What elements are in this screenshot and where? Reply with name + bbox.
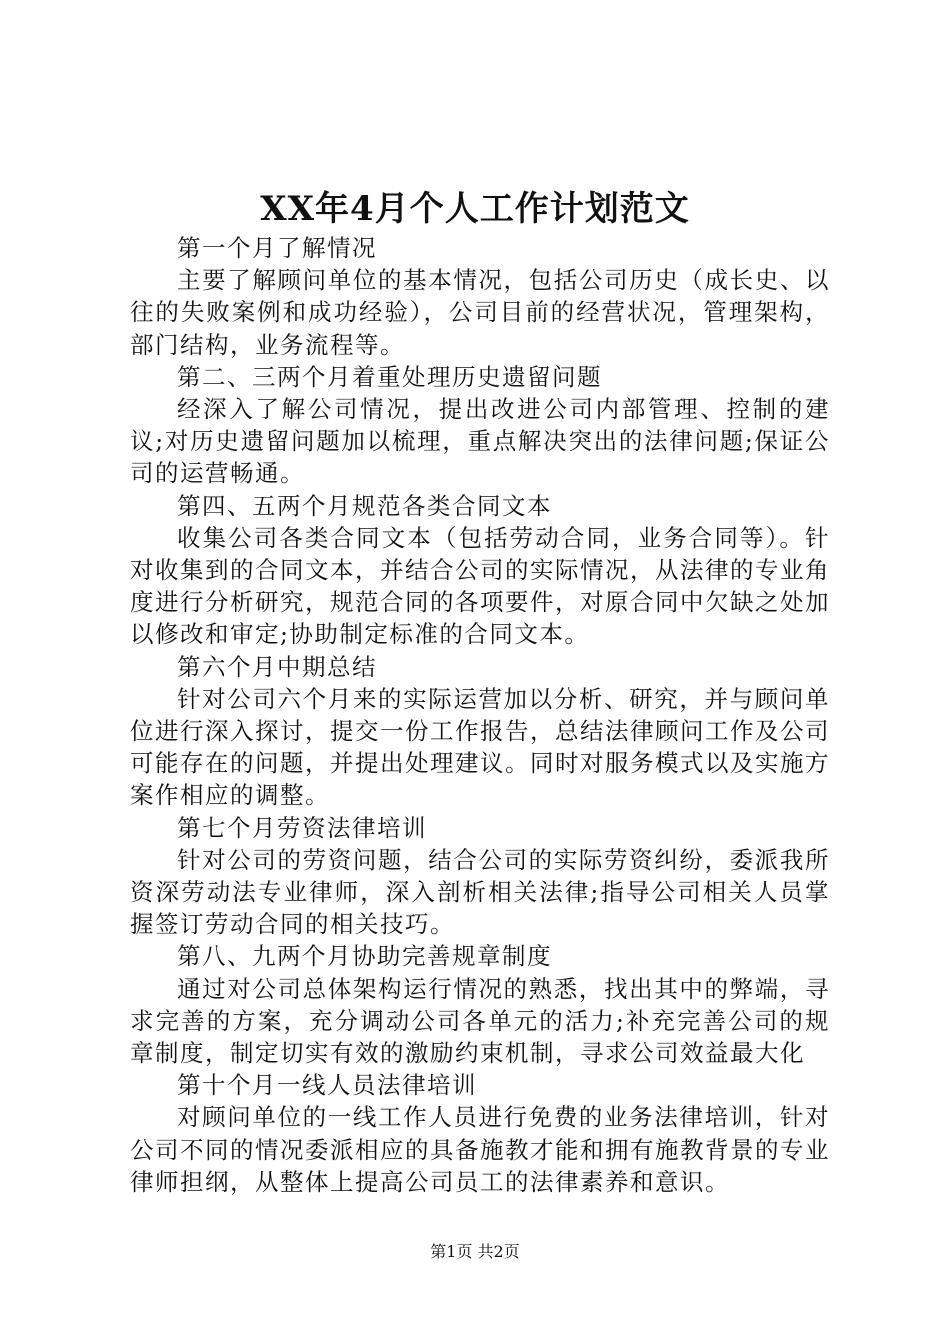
document-title: XX年4月个人工作计划范文 [260,189,690,229]
section-heading-month-7: 第七个月劳资法律培训 [177,813,427,842]
paragraph: 针对公司的劳资问题，结合公司的实际劳资纠纷，委派我所资深劳动法专业律师，深入剖析相关法律;指导公司相关人员掌握签订劳动合同的相关技巧。 [130,845,830,939]
paragraph: 主要了解顾问单位的基本情况，包括公司历史（成长史、以往的失败案例和成功经验），公司目前的经营状况，管理架构，部门结构，业务流程等。 [130,266,830,359]
section-heading-month-6: 第六个月中期总结 [177,652,377,681]
paragraph: 收集公司各类合同文本（包括劳动合同，业务合同等）。针对收集到的合同文本，并结合公司的实际情况，从法律的专业角度进行分析研究，规范合同的各项要件，对原合同中欠缺之处加以修改和审定;协助制定标准的合同文本。 [130,523,830,649]
section-heading-month-4-5: 第四、五两个月规范各类合同文本 [177,491,552,520]
paragraph: 对顾问单位的一线工作人员进行免费的业务法律培训，针对公司不同的情况委派相应的具备施教才能和拥有施教背景的专业律师担纲，从整体上提高公司员工的法律素养和意识。 [130,1103,830,1196]
section-heading-month-2-3: 第二、三两个月着重处理历史遗留问题 [177,362,602,391]
section-heading-month-8-9: 第八、九两个月协助完善规章制度 [177,942,552,971]
document-body [130,232,830,1198]
paragraph: 通过对公司总体架构运行情况的熟悉，找出其中的弊端，寻求完善的方案，充分调动公司各单元的活力;补充完善公司的规章制度，制定切实有效的激励约束机制，寻求公司效益最大化 [130,974,830,1068]
section-heading-month-1: 第一个月了解情况 [177,234,377,262]
paragraph: 经深入了解公司情况，提出改进公司内部管理、控制的建议;对历史遗留问题加以梳理，重点解决突出的法律问题;保证公司的运营畅通。 [130,395,830,488]
section-heading-month-10: 第十个月一线人员法律培训 [177,1071,477,1100]
paragraph: 针对公司六个月来的实际运营加以分析、研究，并与顾问单位进行深入探讨，提交一份工作报告，总结法律顾问工作及公司可能存在的问题，并提出处理建议。同时对服务模式以及实施方案作相应的调整。 [130,684,830,810]
page-number-footer: 第1页 共2页 [430,1242,520,1261]
